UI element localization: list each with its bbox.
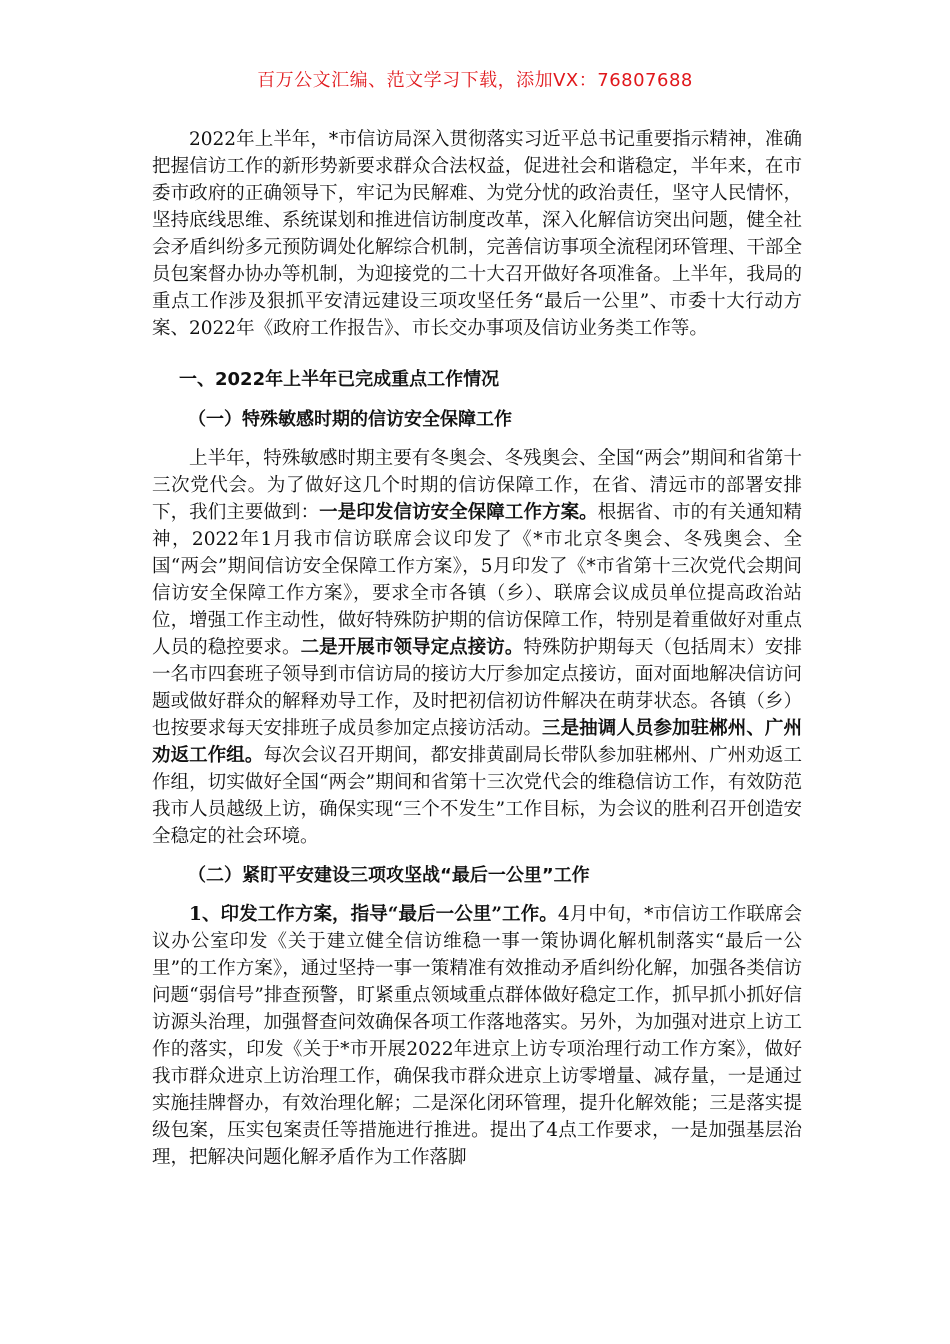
paragraph-text: 特殊防护期每天（包括周末）安排一名市四套班子领导到市信访局的接访大厅参加定点接访，面对面地解决信访问题或做好群众的解释劝导工作，及时把初信初访件解决在萌芽状态。各镇（乡）也按要求每天安排班子成员参加定点接访活动。 [152,637,802,739]
paragraph-text: 根据省、市的有关通知精神，2022年1月我市信访联席会议印发了《*市北京冬奥会、冬残奥会、全国“两会”期间信访安全保障工作方案》，5月印发了《*市省第十三次党代会期间信访安全保障工作方案》，要求全市各镇（乡）、联席会议成员单位提高政治站位，增强工作主动性，做好特殊防护期的信访保障工作，特别是着重做好对重点人员的稳控要求。 [152,502,802,658]
section-heading: 一、2022年上半年已完成重点工作情况 [179,369,500,390]
bold-point: 一是印发信访安全保障工作方案。 [319,502,598,523]
subsection-paragraph [152,901,802,1171]
intro-paragraph: 2022年上半年，*市信访局深入贯彻落实习近平总书记重要指示精神，准确把握信访工作的新形势新要求群众合法权益，促进社会和谐稳定，半年来，在市委市政府的正确领导下，牢记为民解难、为党分忧的政治责任，坚守人民情怀，坚持底线思维、系统谋划和推进信访制度改革，深入化解信访突出问题，健全社会矛盾纠纷多元预防调处化解综合机制，完善信访事项全流程闭环管理、干部全员包案督办协办等机制，为迎接党的二十大召开做好各项准备。上半年，我局的重点工作涉及狠抓平安清远建设三项攻坚任务“最后一公里”、市委十大行动方案、2022年《政府工作报告》、市长交办事项及信访业务类工作等。 [152,129,802,339]
header-banner: 百万公文汇编、范文学习下载，添加VX：76807688 [257,70,693,91]
document-body [152,126,802,1171]
paragraph-text: 上半年，特殊敏感时期主要有冬奥会、冬残奥会、全国“两会”期间和省第十三次党代会。为了做好这几个时期的信访保障工作，在省、清远市的部署安排下，我们主要做到： [152,448,802,523]
bold-point: 二是开展市领导定点接访。 [300,637,524,658]
subsection-heading: （一）特殊敏感时期的信访安全保障工作 [188,409,512,430]
paragraph-text: 4月中旬，*市信访工作联席会议办公室印发《关于建立健全信访维稳一事一策协调化解机制落实“最后一公里”的工作方案》，通过坚持一事一策精准有效推动矛盾纠纷化解，加强各类信访问题“弱信号”排查预警，盯紧重点领域重点群体做好稳定工作，抓早抓小抓好信访源头治理，加强督查问效确保各项工作落地落实。另外，为加强对进京上访工作的落实，印发《关于*市开展2022年进京上访专项治理行动工作方案》，做好我市群众进京上访治理工作，确保我市群众进京上访零增量、减存量，一是通过实施挂牌督办，有效治理化解；二是深化闭环管理，提升化解效能；三是落实提级包案，压实包案责任等措施进行推进。提出了4点工作要求，一是加强基层治理，把解决问题化解矛盾作为工作落脚 [152,904,803,1168]
bold-point: 三是抽调人员参加驻郴州、广州劝返工作组。 [152,718,802,766]
bold-point: 1、印发工作方案，指导“最后一公里”工作。 [189,904,558,925]
subsection-paragraph [152,445,802,850]
subsection-heading: （二）紧盯平安建设三项攻坚战“最后一公里”工作 [188,865,590,886]
paragraph-text: 每次会议召开期间，都安排黄副局长带队参加驻郴州、广州劝返工作组，切实做好全国“两会”期间和省第十三次党代会的维稳信访工作，有效防范我市人员越级上访，确保实现“三个不发生”工作目标，为会议的胜利召开创造安全稳定的社会环境。 [152,745,802,847]
